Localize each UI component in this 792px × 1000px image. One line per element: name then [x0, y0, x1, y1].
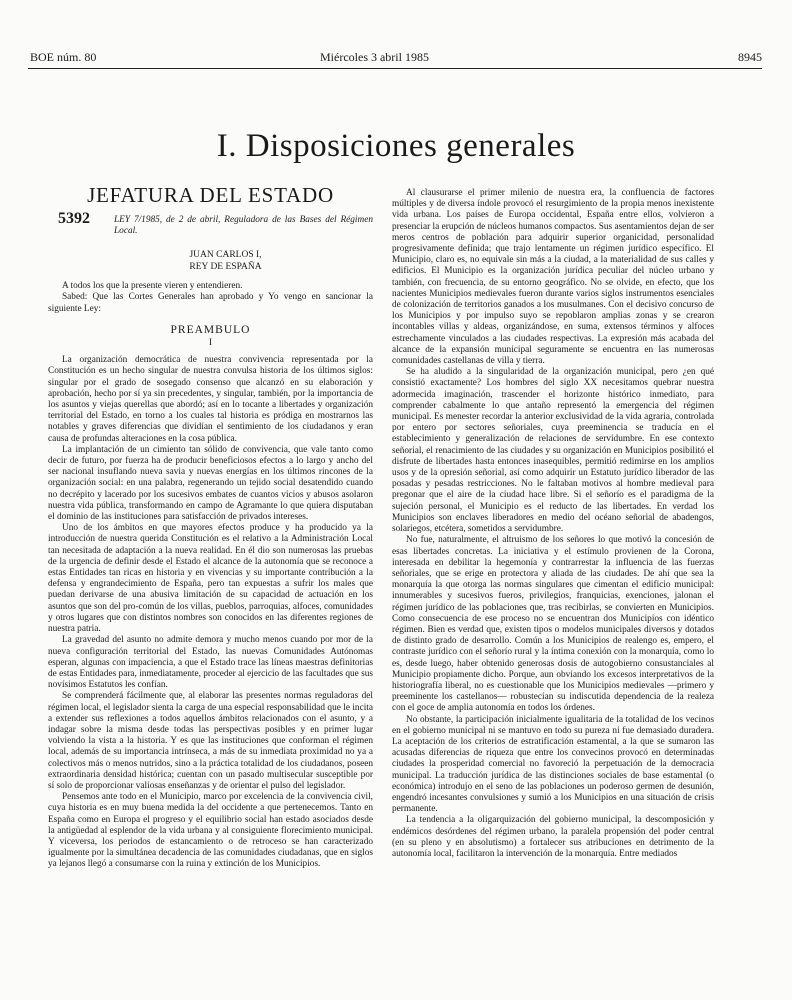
body-paragraph: Pensemos ante todo en el Municipio, marco por excelencia de la convivencia civil, cuya historia es en muy buena medida la del occidente a que pertenecemos. Tanto en España como en Europa el progreso y el equilibrio social han estado asociados desde la antigüedad al esplendor de la vida urbana y al consiguiente florecimiento municipal. Y viceversa, los periodos de estancamiento o de retroceso se han caracterizado igualmente por la simultánea decadencia de las comunidades ciudadanas, que en siglos ya lejanos llegó a consumarse con la ruina y extinción de los Municipios. — [48, 792, 373, 870]
body-paragraph: Uno de los ámbitos en que mayores efectos produce y ha producido ya la introducción de nuestra querida Constitución es el relativo a la Administración Local tan necesitada de adaptación a la nueva realidad. En él dio son numerosas las pruebas de la urgencia de definir desde el Estado el alcance de la autonomía que se reconoce a estas Entidades tan ricas en historia y en vivencias y su importante contribución a la defensa y engrandecimiento de España, pero tan expuestas a sufrir los males que puedan derivarse de una abusiva limitación de su capacidad de actuación en los asuntos que son del pro-común de los villas, pueblos, parroquias, alfoces, comunidades y otros lugares que con distintos nombres son conocidos en las diferentes regiones de nuestra patria. — [48, 523, 373, 635]
preamble-section-number: I — [208, 338, 213, 349]
body-paragraph: La implantación de un cimiento tan sólido de convivencia, que vale tanto como decir de futuro, por fuerza ha de producir beneficiosos efectos a lo largo y ancho del ser nacional insuflando nueva savia y nuevas energías en los últimos rincones de la organización social: en una palabra, regenerando un tejido social desatendido cuando no decrépito y lacerado por los sucesivos embates de cuantos vicios y abusos asolaron nuestra vida pública, transformando en campo de Agramante lo que quiera disputaban el dominio de las instituciones para satisfacción de privados intereses. — [48, 444, 373, 523]
jefatura-heading: JEFATURA DEL ESTADO — [87, 183, 334, 207]
law-number: 5392 — [58, 210, 90, 228]
header-bulletin-number: BOE núm. 80 — [30, 50, 97, 64]
intro-paragraph-2: Sabed: Que las Cortes Generales han aprobado y Yo vengo en sancionar la siguiente Ley: — [48, 292, 373, 314]
body-paragraph: La tendencia a la oligarquización del gobierno municipal, la descomposición y endémicos desórdenes del régimen urbano, la paralela propensión del poder central (en su pleno y en absolutismo) a fortalecer sus atribuciones en detrimento de la autonomía local, facilitaron la intervención de la monarquía. Entre mediados — [392, 815, 714, 859]
header-date: Miércoles 3 abril 1985 — [320, 50, 429, 64]
signature-line-1: JUAN CARLOS I, — [189, 250, 262, 261]
body-paragraph: Al clausurarse el primer milenio de nuestra era, la confluencia de factores múltiples y de diversa índole provocó el resurgimiento de la propia menos inexistente vida urbana. Los países de Europa occidental, España entre ellos, volvieron a presenciar la erupción de núcleos humanos compactos. Sus asentamientos dejan de ser meros centros de población para adquirir superior organicidad, personalidad progresivamente definida; que trajo lentamente un régimen jurídico específico. El Municipio, claro es, no equivale sin más a la ciudad, a la materialidad de sus calles y edificios. El Municipio es la organización jurídica peculiar del núcleo urbano y también, con frecuencia, de su entorno geográfico. No se olvide, en efecto, que los nacientes Municipios medievales fueron durante varios siglos instrumentos esenciales de colonización de territorios ganados a los musulmanes. Con el decisivo concurso de los Municipios y por impulso suyo se repoblaron amplias zonas y se crearon incontables villas y aldeas, organizándose, en suma, extensos términos y alfoces estrechamente vinculados a las ciudades respectivas. La expresión más acabada del alcance de la expansión municipal seguramente se encuentra en las numerosas comunidades castellanas de villa y tierra. — [392, 188, 714, 367]
intro-paragraph-1: A todos los que la presente vieren y entendieren. — [62, 281, 243, 292]
left-column — [48, 183, 373, 871]
preamble-heading: PREAMBULO — [170, 323, 251, 336]
body-paragraph: Se ha aludido a la singularidad de la organización municipal, pero ¿en qué consistió exactamente? Los hombres del siglo XX necesitamos quebrar nuestra adormecida imaginación, trascender el horizonte histórico inmediato, para comprender cabalmente lo que antaño representó la emergencia del régimen municipal. Es menester recordar la anterior exclusividad de la vida agraria, controlada por entero por sectores señoriales, cuya preeminencia se traducía en el establecimiento y generalización de relaciones de servidumbre. En ese contexto señorial, el renacimiento de las ciudades y su organización en Municipios posibilitó el disfrute de libertades hasta entonces inasequibles, permitió redimirse en los amplios usos y de la opresión señorial, así como adquirir un Estatuto jurídico liberador de las posadas y pesadas restricciones. No le faltaban motivos al hombre medieval para pregonar que el aire de la ciudad hace libre. Si el señorío es el paradigma de la sujeción personal, el Municipio es el reducto de las libertades. En verdad los Municipios son enclaves liberadores en medio del océano señorial de abadengos, solariegos, etcétera, sometidos a servidumbre. — [392, 367, 714, 535]
header-rule — [28, 68, 762, 69]
body-paragraph: La gravedad del asunto no admite demora y mucho menos cuando por mor de la nueva configuración territorial del Estado, las nuevas Comunidades Autónomas esperan, algunas con impaciencia, a que el Estado trace las líneas maestras definitorias de estas Entidades para, inmediatamente, proceder al ejercicio de las facultades que sus novísimos Estatutos les confían. — [48, 635, 373, 691]
law-entry — [48, 210, 373, 243]
body-paragraph: No fue, naturalmente, el altruismo de los señores lo que motivó la concesión de esas libertades concretas. La iniciativa y el estímulo provienen de la Corona, interesada en debilitar la hegemonía y contrarrestar la influencia de las fuerzas señoriales, que se erige en protectora y aliada de las ciudades. De ahí que sea la monarquía la que otorga las normas singulares que cimentan el edificio municipal: innumerables y sucesivos fueros, privilegios, franquicias, exenciones, jalonan el régimen jurídico de las poblaciones que, tras recibirlas, se convierten en Municipios. Como consecuencia de ese proceso no se encuentran dos Municipios con idéntico régimen. Bien es verdad que, existen tipos o modelos municipales diversos y dotados de distinto grado de desarrollo. Común a los Municipios de realengo es, empero, el contraste jurídico con el señorío rural y la íntima conexión con la monarquía, como lo es, desde luego, haber obtenido generosas dosis de autogobierno consustanciales al Municipio propiamente dicho. Porque, aun obviando los excesos interpretativos de la historiografía liberal, no es cuestionable que los Municipios medievales —primero y preeminente los castellanos— robustecían su indiscutida dependencia de la realeza con el goce de amplia autonomía en todos los órdenes. — [392, 535, 714, 714]
page-header — [30, 50, 762, 66]
signature-line-2: REY DE ESPAÑA — [189, 262, 262, 273]
king-signature — [78, 249, 373, 273]
law-title: LEY 7/1985, de 2 de abril, Reguladora de las Bases del Régimen Local. — [114, 215, 373, 237]
right-column — [392, 188, 714, 860]
body-paragraph: No obstante, la participación inicialmente igualitaria de la totalidad de los vecinos en el gobierno municipal ni se mantuvo en todo su pureza ni fue demasiado duradera. La aceptación de los criterios de estratificación estamental, a la que se sumaron las acusadas diferencias de riqueza que entre los convecinos provocó en determinadas ciudades la prosperidad comercial no favoreció la perpetuación de la democracia municipal. La traducción jurídica de las distinciones sociales de base estamental (o económica) introdujo en el seno de las poblaciones un poderoso germen de desunión, engendró incesantes convulsiones y sumió a los Municipios en una situación de crisis permanente. — [392, 714, 714, 815]
section-title: I. Disposiciones generales — [216, 128, 576, 164]
body-paragraph: Se comprenderá fácilmente que, al elaborar las presentes normas reguladoras del régimen local, el legislador sienta la carga de una especial responsabilidad que le incita a extender sus reflexiones a todos aquellos ámbitos relacionados con el asunto, y a indagar sobre la misma desde todas las perspectivas posibles y en primer lugar volviendo la vista a la historia. Y es que las instituciones que conforman el régimen local, además de su importancia intrínseca, a más de su inmediata proximidad no ya a colectivos más o menos nutridos, sino a la práctica totalidad de los ciudadanos, poseen extraordinaria densidad histórica; cuentan con un pasado multisecular susceptible por sí solo de proporcionar valiosas enseñanzas y de orientar el pulso del legislador. — [48, 691, 373, 791]
header-page-number: 8945 — [738, 50, 762, 64]
body-paragraph: La organización democrática de nuestra convivencia representada por la Constitución es un hecho singular de nuestra convulsa historia de los últimos siglos: singular por el grado de sosegado consenso que alcanzó en su elaboración y aprobación, hecho por sí ya sin precedentes, y singular, también, por la importancia de los asuntos y viejas querellas que abordó; así en lo tocante a libertades y organización territorial del Estado, en torno a los cuales tal historia es pródiga en mostrarnos las notables y graves diferencias que dividían el sentimiento de los ciudadanos y eran causa de profundas alteraciones en la cosa pública. — [48, 355, 373, 444]
